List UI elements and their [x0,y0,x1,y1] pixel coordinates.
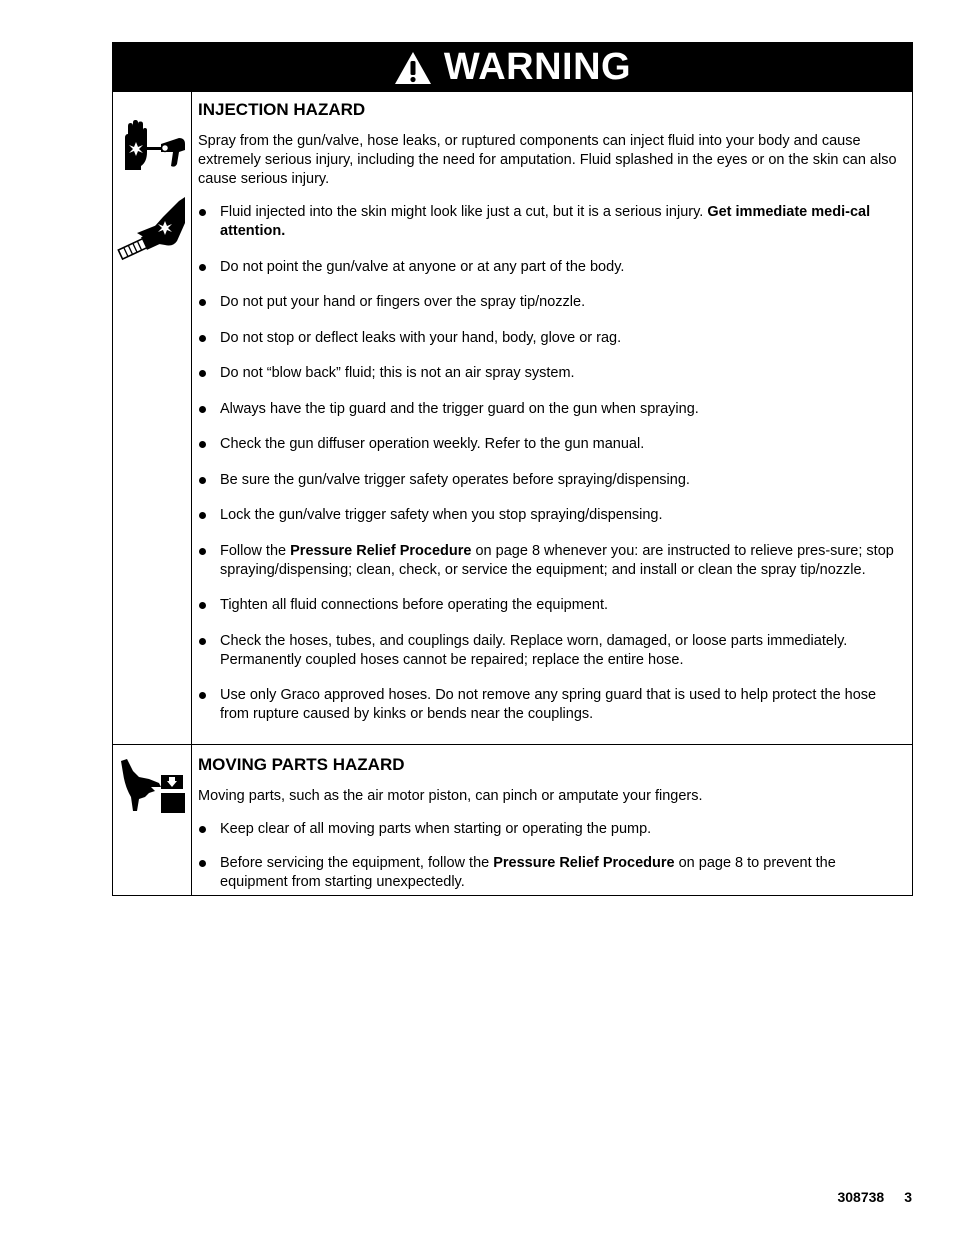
document-number: 308738 [837,1189,885,1205]
list-item: Check the gun diffuser operation weekly. Refer to the gun manual. [198,435,904,454]
list-item: Use only Graco approved hoses. Do not remove any spring guard that is used to help protect the hose from rupture caused by kinks or bends near the couplings. [198,686,904,724]
list-item: Keep clear of all moving parts when starting or operating the pump. [198,820,904,839]
list-item: Always have the tip guard and the trigger guard on the gun when spraying. [198,400,904,419]
moving-parts-text-column [192,745,912,895]
page-number: 3 [904,1189,912,1205]
hand-spray-gun-icon [121,120,187,172]
warning-box [112,42,913,896]
warning-triangle-icon [394,51,432,85]
moving-parts-hazard-title: MOVING PARTS HAZARD [198,755,405,774]
list-item: Follow the Pressure Relief Procedure on page 8 whenever you: are instructed to relieve pres-sure; stop spraying/dispensing; clean, check, or service the equipment; and install or clean the spray tip/nozzle. [198,542,904,580]
injection-hazard-intro: Spray from the gun/valve, hose leaks, or ruptured components can inject fluid into your body and cause extremely serious injury, including the need for amputation. Fluid splashed in the eyes or on the skin can also cause serious injury. [198,133,897,187]
list-item: Do not “blow back” fluid; this is not an air spray system. [198,364,904,383]
injection-hazard-section [113,92,912,744]
list-item: Do not put your hand or fingers over the spray tip/nozzle. [198,293,904,312]
moving-parts-hazard-intro: Moving parts, such as the air motor piston, can pinch or amputate your fingers. [198,788,703,804]
hand-pinch-icon [119,757,187,815]
moving-parts-hazard-section [113,744,912,895]
list-item: Do not point the gun/valve at anyone or at any part of the body. [198,258,904,277]
injection-hazard-list [198,203,904,724]
list-item: Check the hoses, tubes, and couplings daily. Replace worn, damaged, or loose parts immediately. Permanently coupled hoses cannot be repaired; replace the entire hose. [198,632,904,670]
list-item: Fluid injected into the skin might look like just a cut, but it is a serious injury. Get immediate medi-cal attention. [198,203,904,241]
injection-icon-column [113,92,192,744]
warning-header [113,43,912,92]
injection-text-column [192,92,912,744]
moving-parts-hazard-list [198,820,904,892]
list-item: Before servicing the equipment, follow the Pressure Relief Procedure on page 8 to prevent the equipment from starting unexpectedly. [198,854,904,892]
list-item: Be sure the gun/valve trigger safety operates before spraying/dispensing. [198,471,904,490]
list-item: Tighten all fluid connections before operating the equipment. [198,596,904,615]
list-item: Lock the gun/valve trigger safety when you stop spraying/dispensing. [198,506,904,525]
list-item: Do not stop or deflect leaks with your hand, body, glove or rag. [198,329,904,348]
hand-hose-leak-icon [117,195,187,261]
warning-title: WARNING [443,46,632,88]
moving-parts-icon-column [113,745,192,895]
injection-hazard-title: INJECTION HAZARD [198,100,366,119]
page-footer [800,1189,912,1205]
